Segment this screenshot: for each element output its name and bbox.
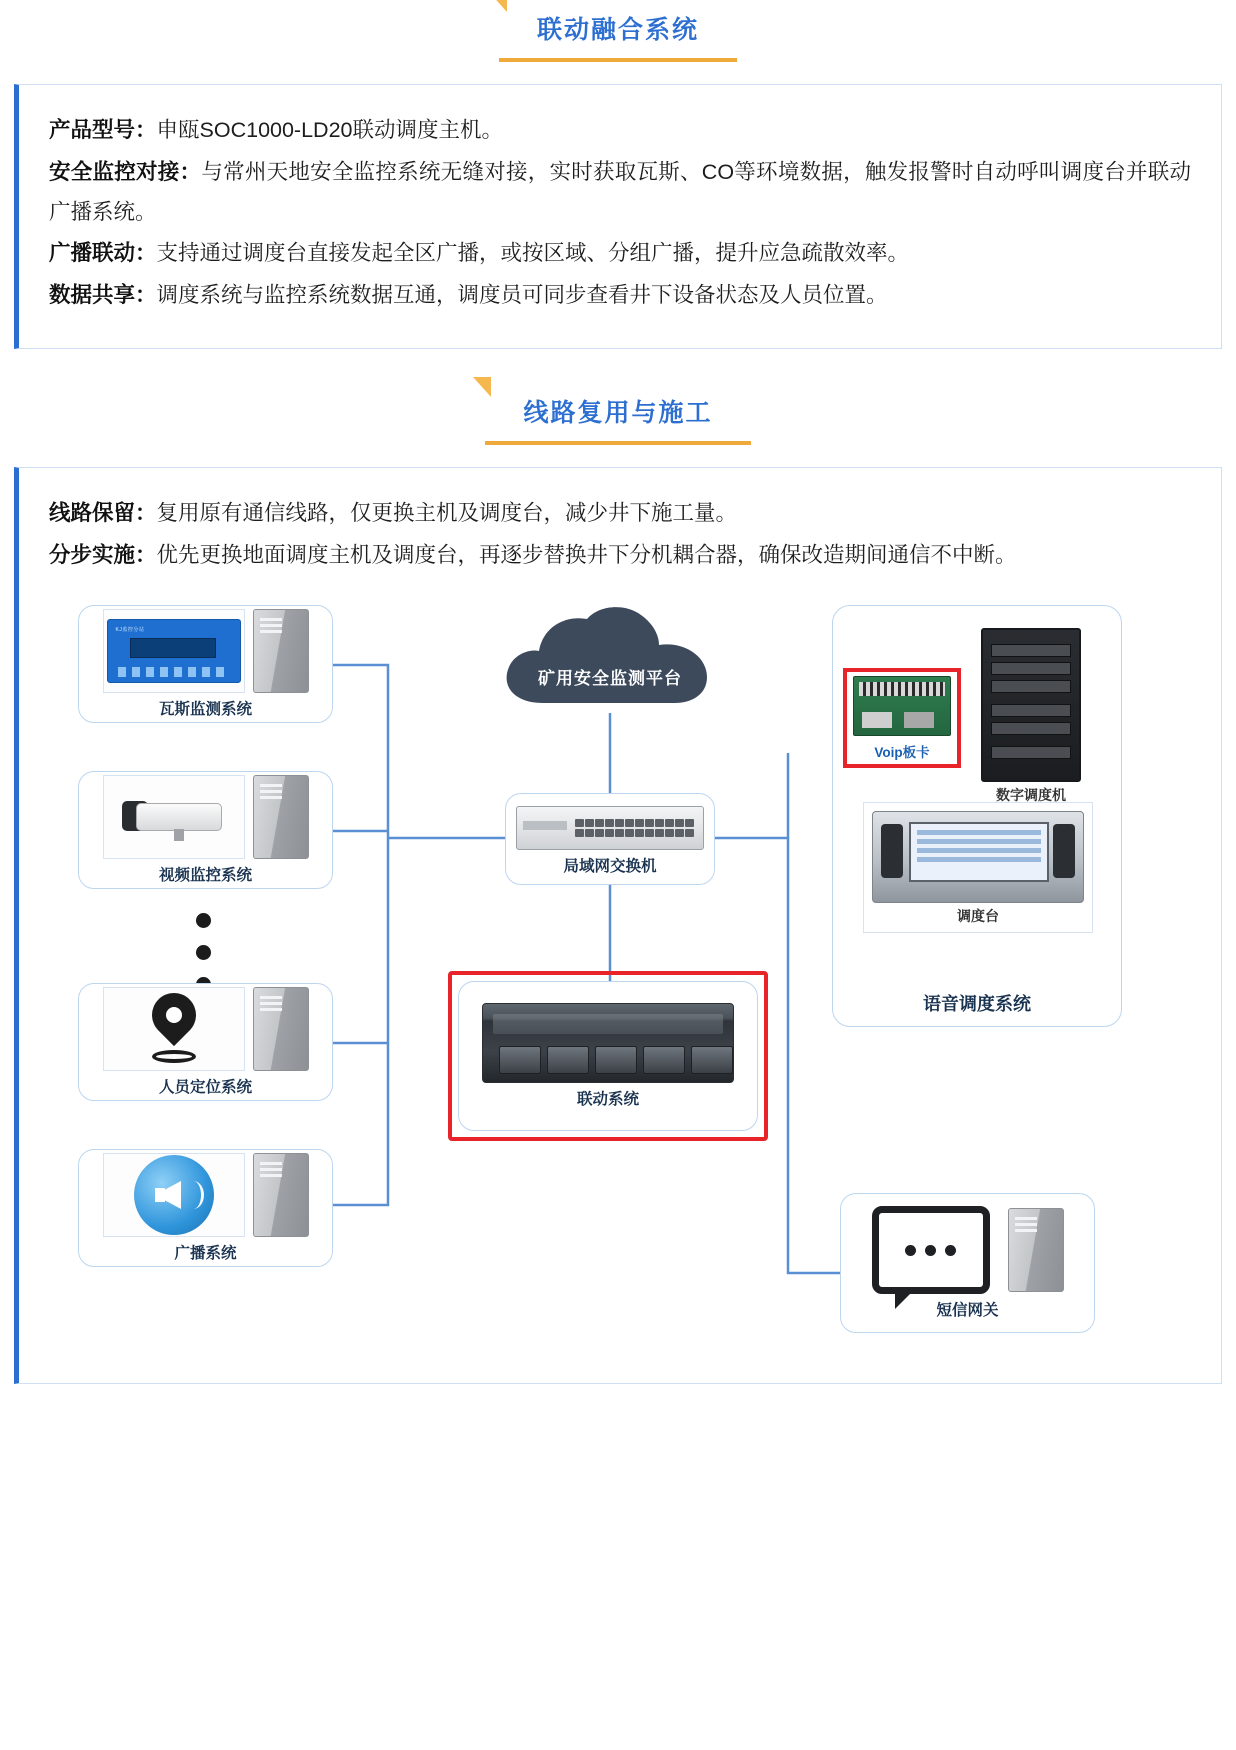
node-graphic <box>103 609 309 693</box>
cloud-label: 矿用安全监测平台 <box>538 669 682 689</box>
dispatch-console-unit <box>863 802 1093 933</box>
location-pin-icon <box>103 987 245 1071</box>
cloud-icon <box>495 607 725 715</box>
cluster-label: 语音调度系统 <box>923 994 1031 1015</box>
server-bay <box>643 1046 685 1074</box>
server-bay <box>547 1046 589 1074</box>
paragraph-lead: 广播联动： <box>49 241 157 266</box>
rack-unit <box>991 680 1071 693</box>
speaker-graphic <box>134 1155 214 1235</box>
node-label: 人员定位系统 <box>158 1079 252 1097</box>
paragraph-lead: 数据共享： <box>49 283 157 308</box>
dispatch-switch-unit <box>981 628 1081 805</box>
paragraph-lead: 产品型号： <box>49 118 157 142</box>
node-label: 局域网交换机 <box>563 858 657 876</box>
server-bay <box>499 1046 541 1074</box>
paragraph-text: 与常州天地安全监控系统无缝对接，实时获取瓦斯、CO等环境数据，触发报警时自动呼叫调度台并联动广播系统。 <box>49 159 1191 224</box>
gas-monitor-panel-icon <box>103 609 245 693</box>
node-label: 联动系统 <box>576 1091 639 1109</box>
voip-card-label: Voip板卡 <box>874 744 930 760</box>
camera-mount <box>174 829 184 841</box>
paragraph-text: 优先更换地面调度主机及调度台，再逐步替换井下分机耦合器，确保改造期间通信不中断。 <box>156 542 1017 567</box>
cluster-voice-dispatch-system[interactable] <box>832 605 1122 1027</box>
node-sms-gateway[interactable] <box>840 1193 1095 1333</box>
paragraph-text: 支持通过调度台直接发起全区广播，或按区域、分组广播，提升应急疏散效率。 <box>156 241 910 266</box>
gas-panel-graphic <box>107 619 241 683</box>
section-2-heading: 线路复用与施工 <box>485 383 750 445</box>
camera-graphic <box>114 793 234 841</box>
console-handset-left <box>881 824 903 878</box>
node-lan-switch[interactable] <box>505 793 715 885</box>
node-linkage-system[interactable] <box>458 981 758 1131</box>
paragraph <box>49 234 1191 274</box>
node-graphic <box>872 1206 1064 1294</box>
rack-unit <box>991 644 1071 657</box>
section-1-banner-wrap <box>0 0 1236 62</box>
pin-dot <box>166 1007 182 1023</box>
server-tower-icon <box>253 1153 309 1237</box>
console-screen <box>909 822 1049 882</box>
rack-unit <box>991 662 1071 675</box>
server-bay <box>595 1046 637 1074</box>
pin-graphic <box>146 993 202 1065</box>
section-2-card <box>14 467 1222 1385</box>
cctv-camera-icon <box>103 775 245 859</box>
cloud-platform-node <box>495 607 725 715</box>
paragraph-text: 申瓯SOC1000-LD20联动调度主机。 <box>156 118 503 142</box>
section-2-banner-wrap <box>0 383 1236 445</box>
paragraph <box>49 153 1191 233</box>
rack-server-icon <box>482 1003 734 1083</box>
network-topology-diagram <box>70 593 1170 1353</box>
server-rack-icon <box>981 628 1081 782</box>
node-label: 瓦斯监测系统 <box>158 701 252 719</box>
message-bubble-icon <box>872 1206 990 1294</box>
server-tower-icon <box>253 609 309 693</box>
paragraph-lead: 分步实施： <box>49 542 157 567</box>
switch-faceplate <box>523 821 567 830</box>
pin-base <box>152 1050 196 1063</box>
spacer <box>0 349 1236 383</box>
node-graphic <box>103 775 309 859</box>
gas-panel-keys <box>118 667 230 677</box>
node-label: 短信网关 <box>936 1302 999 1320</box>
node-broadcast-system[interactable] <box>78 1149 333 1267</box>
node-graphic <box>103 1153 309 1237</box>
node-label: 调度台 <box>957 908 999 925</box>
voip-card-highlight-box <box>843 668 961 768</box>
paragraph <box>49 536 1191 576</box>
node-graphic <box>103 987 309 1071</box>
node-video-surveillance-system[interactable] <box>78 771 333 889</box>
section-1-card <box>14 84 1222 349</box>
node-label: 广播系统 <box>174 1245 237 1263</box>
dot <box>196 945 211 960</box>
loudspeaker-icon <box>103 1153 245 1237</box>
node-gas-monitoring-system[interactable] <box>78 605 333 723</box>
camera-body <box>136 803 222 831</box>
speaker-horn <box>155 1181 181 1209</box>
server-tower-icon <box>253 987 309 1071</box>
voip-card-icon <box>853 676 951 736</box>
server-bay <box>691 1046 733 1074</box>
console-handset-right <box>1053 824 1075 878</box>
rack-unit <box>991 704 1071 717</box>
paragraph <box>49 111 1191 151</box>
node-label: 数字调度机 <box>996 787 1066 804</box>
paragraph-lead: 安全监控对接： <box>49 159 202 184</box>
paragraph-text: 复用原有通信线路，仅更换主机及调度台，减少井下施工量。 <box>156 500 738 525</box>
paragraph <box>49 494 1191 534</box>
rack-unit <box>991 746 1071 759</box>
ellipsis-vertical-icon <box>196 913 211 992</box>
node-personnel-positioning-system[interactable] <box>78 983 333 1101</box>
spacer <box>0 1384 1236 1404</box>
paragraph <box>49 276 1191 316</box>
dispatch-console-icon <box>872 811 1084 903</box>
server-strip <box>493 1014 723 1034</box>
network-switch-icon <box>516 806 704 850</box>
gas-panel-lcd <box>130 638 216 658</box>
speaker-waves <box>183 1181 204 1209</box>
server-tower-icon <box>1008 1208 1064 1292</box>
section-1-heading: 联动融合系统 <box>499 0 737 62</box>
dot <box>196 913 211 928</box>
node-label: 视频监控系统 <box>158 867 252 885</box>
gas-panel-text: KJ监控分站 <box>115 627 145 634</box>
switch-ports <box>575 819 694 837</box>
paragraph-text: 调度系统与监控系统数据互通，调度员可同步查看井下设备状态及人员位置。 <box>156 283 888 308</box>
server-tower-icon <box>253 775 309 859</box>
paragraph-lead: 线路保留： <box>49 500 157 525</box>
rack-unit <box>991 722 1071 735</box>
